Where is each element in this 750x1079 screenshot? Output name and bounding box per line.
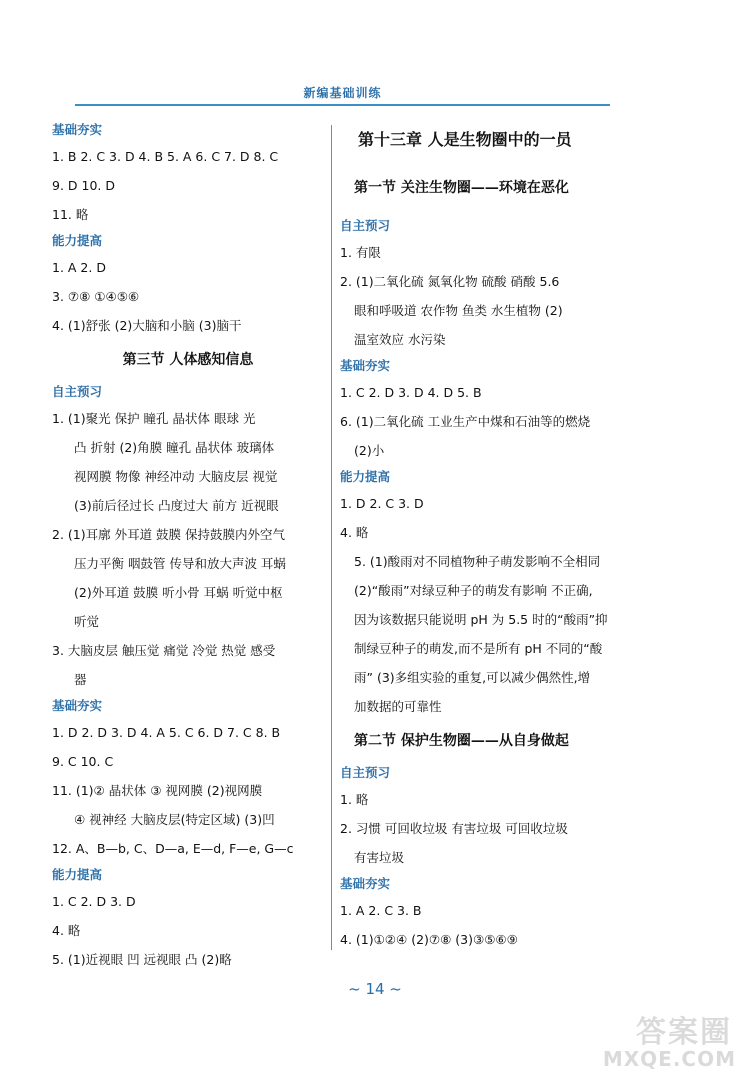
answer-line: 11. 略	[52, 207, 89, 222]
answer-line: 4. 略	[52, 923, 81, 938]
answer-line: (3)前后径过长 凸度过大 前方 近视眼	[74, 498, 279, 513]
answer-line: 2. 习惯 可回收垃圾 有害垃圾 可回收垃圾	[340, 821, 568, 836]
answer-line: 3. 大脑皮层 触压觉 痛觉 冷觉 热觉 感受	[52, 643, 276, 658]
answer-line: 6. (1)二氧化硫 工业生产中煤和石油等的燃烧	[340, 414, 591, 429]
answer-line: 因为该数据只能说明 pH 为 5.5 时的“酸雨”抑	[354, 612, 608, 627]
section-tag: 能力提高	[340, 469, 391, 484]
answer-line: 4. 略	[340, 525, 369, 540]
answer-line: 5. (1)近视眼 凹 远视眼 凸 (2)略	[52, 952, 232, 967]
answer-line: 2. (1)二氧化硫 氮氧化物 硫酸 硝酸 5.6	[340, 274, 560, 289]
section-tag: 自主预习	[340, 218, 391, 233]
running-header	[75, 82, 610, 110]
section-title: 第二节 保护生物圈——从自身做起	[354, 733, 569, 749]
answer-line: (2)外耳道 鼓膜 听小骨 耳蜗 听觉中枢	[74, 585, 283, 600]
answer-line: 1. A 2. C 3. B	[340, 903, 422, 918]
header-rule	[75, 104, 610, 106]
left-column	[52, 118, 324, 974]
answer-line: 1. D 2. D 3. D 4. A 5. C 6. D 7. C 8. B	[52, 725, 281, 740]
section-title: 第三节 人体感知信息	[122, 352, 254, 368]
answer-line: 加数据的可靠性	[354, 699, 442, 714]
section-tag: 能力提高	[52, 233, 103, 248]
watermark-text: 答案圈	[636, 1015, 732, 1050]
answer-line: 听觉	[74, 614, 100, 629]
answer-line: 1. 有限	[340, 245, 381, 260]
section-tag: 基础夯实	[52, 698, 103, 713]
answer-line: 4. (1)①②④ (2)⑦⑧ (3)③⑤⑥⑨	[340, 932, 518, 947]
answer-line: 1. C 2. D 3. D 4. D 5. B	[340, 385, 482, 400]
answer-line: 1. D 2. C 3. D	[340, 496, 424, 511]
answer-line: 11. (1)② 晶状体 ③ 视网膜 (2)视网膜	[52, 783, 263, 798]
answer-line: ④ 视神经 大脑皮层(特定区域) (3)凹	[74, 812, 275, 827]
answer-line: (2)“酸雨”对绿豆种子的萌发有影响 不正确,	[354, 583, 593, 598]
watermark-url: MXQE.COM	[602, 1047, 736, 1071]
answer-line: 3. ⑦⑧ ①④⑤⑥	[52, 289, 140, 304]
answer-line: 器	[74, 672, 87, 687]
section-title: 第一节 关注生物圈——环境在恶化	[354, 180, 569, 196]
answer-line: 1. 略	[340, 792, 369, 807]
answer-line: 1. A 2. D	[52, 260, 106, 275]
answer-line: 雨” (3)多组实验的重复,可以减少偶然性,增	[354, 670, 591, 685]
answer-line: 4. (1)舒张 (2)大脑和小脑 (3)脑干	[52, 318, 242, 333]
watermark-logo	[592, 1005, 742, 1075]
answer-line: 眼和呼吸道 农作物 鱼类 水生植物 (2)	[354, 303, 563, 318]
answer-line: 温室效应 水污染	[354, 332, 446, 347]
answer-line: 9. C 10. C	[52, 754, 114, 769]
answer-line: 12. A、B—b, C、D—a, E—d, F—e, G—c	[52, 841, 294, 856]
answer-line: 视网膜 物像 神经冲动 大脑皮层 视觉	[74, 469, 278, 484]
section-tag: 自主预习	[52, 384, 103, 399]
section-tag: 基础夯实	[340, 358, 391, 373]
column-divider	[331, 125, 332, 950]
answer-line: 2. (1)耳廓 外耳道 鼓膜 保持鼓膜内外空气	[52, 527, 286, 542]
answer-line: 有害垃圾	[354, 850, 405, 865]
answer-line: 1. C 2. D 3. D	[52, 894, 136, 909]
section-tag: 能力提高	[52, 867, 103, 882]
chapter-title: 第十三章 人是生物圈中的一员	[358, 130, 572, 149]
answer-line: 制绿豆种子的萌发,而不是所有 pH 不同的“酸	[354, 641, 603, 656]
answer-line: (2)小	[354, 443, 385, 458]
section-tag: 基础夯实	[52, 122, 103, 137]
answer-line: 5. (1)酸雨对不同植物种子萌发影响不全相同	[354, 554, 601, 569]
answer-line: 1. B 2. C 3. D 4. B 5. A 6. C 7. D 8. C	[52, 149, 279, 164]
answer-line: 压力平衡 咽鼓管 传导和放大声波 耳蜗	[74, 556, 286, 571]
page-number: ~ 14 ~	[348, 980, 402, 998]
right-column	[340, 118, 625, 954]
answer-line: 1. (1)聚光 保护 瞳孔 晶状体 眼球 光	[52, 411, 256, 426]
section-tag: 基础夯实	[340, 876, 391, 891]
answer-line: 凸 折射 (2)角膜 瞳孔 晶状体 玻璃体	[74, 440, 275, 455]
header-title: 新编基础训练	[297, 84, 387, 101]
section-tag: 自主预习	[340, 765, 391, 780]
answer-line: 9. D 10. D	[52, 178, 115, 193]
